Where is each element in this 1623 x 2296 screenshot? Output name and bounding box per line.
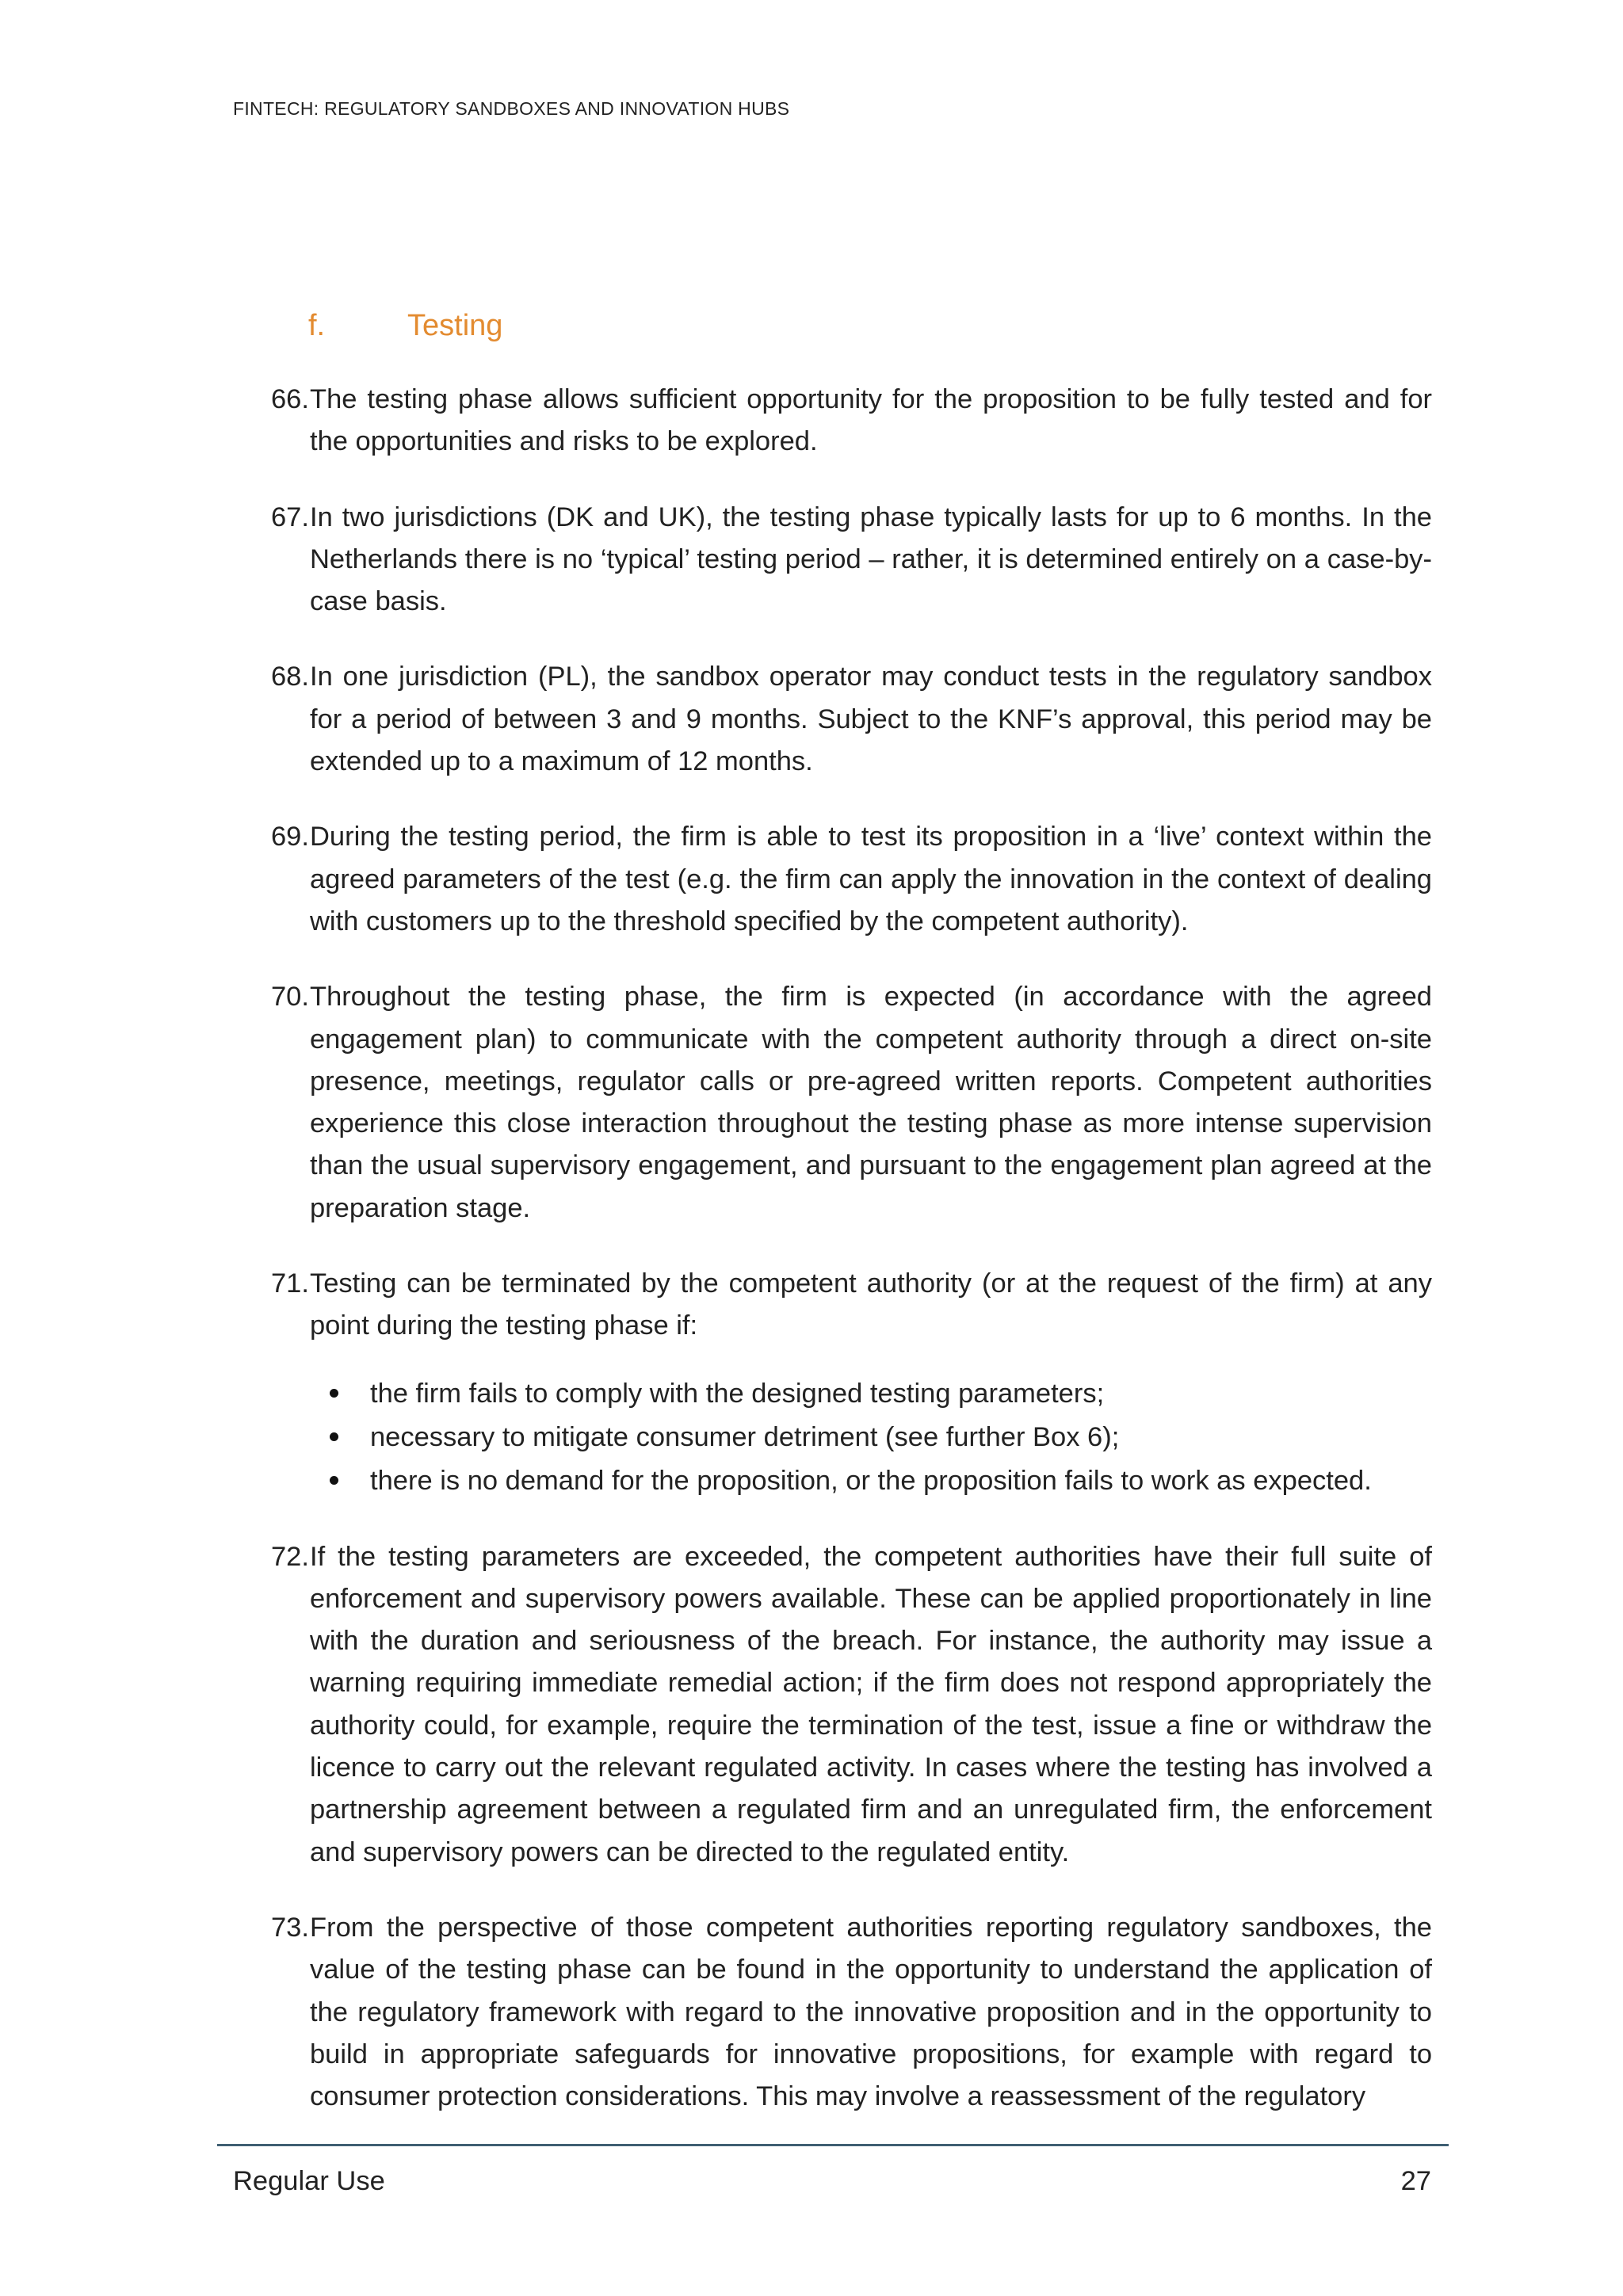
list-item [310, 1373, 1432, 1415]
list-item-text: the firm fails to comply with the designed testing parameters; [370, 1378, 1105, 1409]
section-heading [308, 309, 502, 343]
paragraph-number: 66. [271, 384, 309, 414]
paragraph-text: In two jurisdictions (DK and UK), the testing phase typically lasts for up to 6 months. In the Netherlands there is no ‘typical’ testing period – rather, it is determined entirely on a case-by-case basis. [310, 502, 1432, 617]
section-letter: f. [308, 309, 326, 342]
termination-conditions-list [271, 1373, 1432, 1503]
paragraph-text: Throughout the testing phase, the firm is expected (in accordance with the agreed engagement plan) to communicate with the competent authority through a direct on-site presence, meetings, regulator calls or pre-agreed written reports. Competent authorities experience this close interaction throughout the testing phase as more intense supervision than the usual supervisory engagement, and pursuant to the engagement plan agreed at the preparation stage. [310, 982, 1432, 1223]
list-item [310, 1460, 1432, 1502]
paragraph-70 [271, 976, 1432, 1230]
paragraph-66 [271, 379, 1432, 463]
paragraph-67 [271, 497, 1432, 624]
paragraph-text: During the testing period, the firm is able to test its proposition in a ‘live’ context within the agreed parameters of the test (e.g. the firm can apply the innovation in the context of dealing with customers up to the threshold specified by the competent authority). [310, 822, 1432, 936]
paragraph-number: 71. [271, 1268, 309, 1299]
section-title: Testing [407, 309, 503, 342]
footer-classification: Regular Use [233, 2166, 385, 2196]
bullet-icon [330, 1432, 338, 1441]
paragraph-number: 70. [271, 982, 309, 1013]
list-item [310, 1417, 1432, 1459]
running-header: FINTECH: REGULATORY SANDBOXES AND INNOVATION HUBS [233, 98, 790, 119]
paragraph-number: 68. [271, 662, 309, 692]
paragraph-72 [271, 1536, 1432, 1874]
paragraph-71 [271, 1263, 1432, 1348]
paragraph-73 [271, 1907, 1432, 2118]
list-item-text: necessary to mitigate consumer detriment (see further Box 6); [370, 1421, 1120, 1452]
body-content [271, 379, 1432, 2151]
paragraph-number: 73. [271, 1912, 309, 1943]
paragraph-text: The testing phase allows sufficient opportunity for the proposition to be fully tested and for the opportunities and risks to be explored. [310, 384, 1432, 457]
paragraph-number: 72. [271, 1541, 309, 1572]
bullet-icon [330, 1389, 338, 1398]
paragraph-text: Testing can be terminated by the competent authority (or at the request of the firm) at any point during the testing phase if: [310, 1268, 1432, 1341]
paragraph-text: If the testing parameters are exceeded, the competent authorities have their full suite of enforcement and supervisory powers available. These can be applied proportionately in line with the duration and seriousness of the breach. For instance, the authority may issue a warning requiring immediate remedial action; if the firm does not respond appropriately the authority could, for example, require the termination of the test, issue a fine or withdraw the licence to carry out the relevant regulated activity. In cases where the testing has involved a partnership agreement between a regulated firm and an unregulated firm, the enforcement and supervisory powers can be directed to the regulated entity. [310, 1541, 1432, 1867]
paragraph-68 [271, 656, 1432, 783]
list-item-text: there is no demand for the proposition, or the proposition fails to work as expected. [370, 1466, 1372, 1497]
bullet-icon [330, 1476, 338, 1485]
footer-divider [217, 2144, 1449, 2146]
paragraph-text: From the perspective of those competent authorities reporting regulatory sandboxes, the value of the testing phase can be found in the opportunity to understand the application of the regulatory framework with regard to the innovative proposition and in the opportunity to build in appropriate safeguards for innovative propositions, for example with regard to consumer protection considerations. This may involve a reassessment of the regulatory [310, 1912, 1432, 2112]
paragraph-69 [271, 816, 1432, 943]
paragraph-text: In one jurisdiction (PL), the sandbox operator may conduct tests in the regulatory sandbox for a period of between 3 and 9 months. Subject to the KNF’s approval, this period may be extended up to a maximum of 12 months. [310, 662, 1432, 777]
page-number: 27 [1400, 2166, 1431, 2196]
paragraph-number: 69. [271, 822, 309, 852]
paragraph-number: 67. [271, 502, 309, 532]
